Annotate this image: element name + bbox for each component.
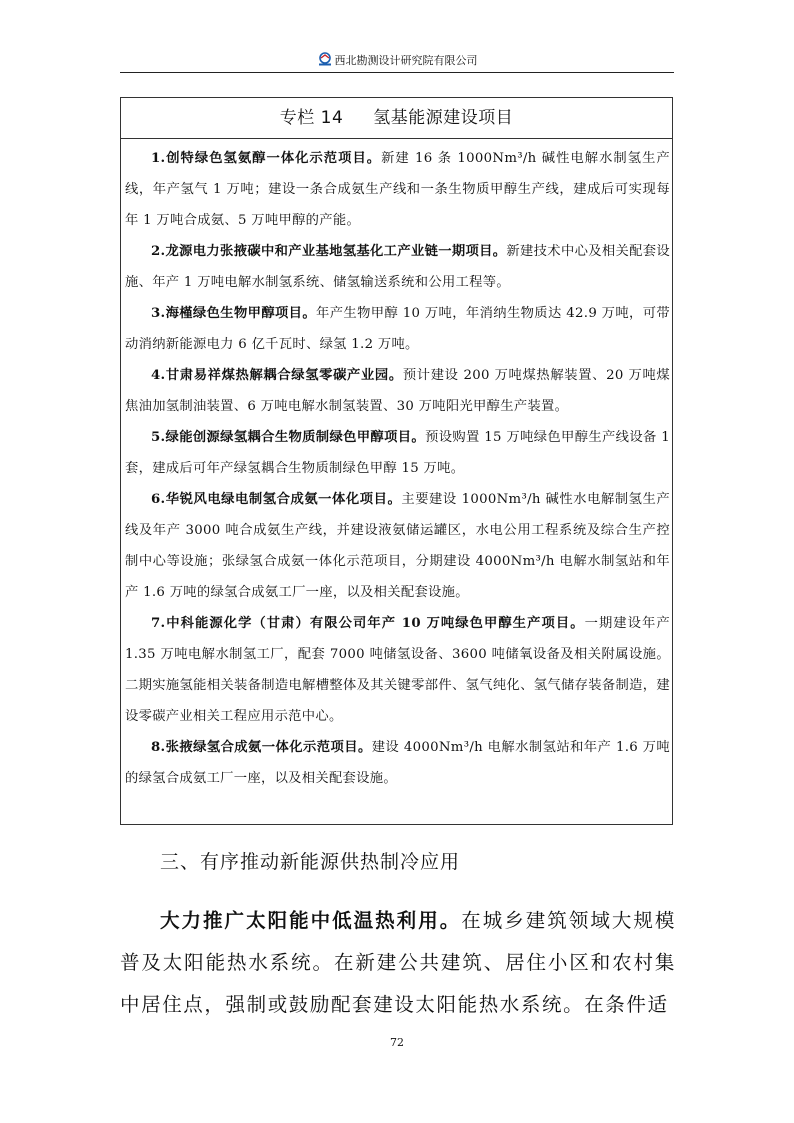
project-item — [125, 732, 670, 794]
project-item-text: 预计建设 200 万吨煤热解装置、20 万吨煤焦油加氢制油装置、6 万吨电解水制氢装置、30 万吨阳光甲醇生产装置。 — [125, 368, 670, 414]
box-body — [121, 139, 672, 794]
project-item-text: 主要建设 1000Nm³/h 碱性水电解制氢生产线及年产 3000 吨合成氨生产线，并建设液氨储运罐区，水电公用工程系统及综合生产控制中心等设施；张绿氢合成氨一体化示范项目，分期建设 4000Nm³/h 电解水制氢站和年产 1.6 万吨的绿氢合成氨工厂一座，以及相关配套设施。 — [125, 492, 670, 600]
project-item-text: 一期建设年产 1.35 万吨电解水制氢工厂，配套 7000 吨储氢设备、3600 吨储氧设备及相关附属设施。二期实施氢能相关装备制造电解槽整体及其关键零部件、氢气纯化、氢气储存装备制造，建设零碳产业相关工程应用示范中心。 — [125, 616, 670, 724]
project-column-box — [120, 97, 673, 825]
project-item — [125, 484, 670, 608]
project-item-text: 新建 16 条 1000Nm³/h 碱性电解水制氢生产线，年产氢气 1 万吨；建设一条合成氨生产线和一条生物质甲醇生产线，建成后可实现每年 1 万吨合成氨、5 万吨甲醇的产能。 — [125, 151, 670, 228]
section-heading: 三、有序推动新能源供热制冷应用 — [160, 851, 461, 873]
project-item — [125, 143, 670, 236]
project-item — [125, 298, 670, 360]
project-item-title: 6.华锐风电绿电制氢合成氨一体化项目。 — [151, 492, 402, 507]
org-name: 西北勘测设计研究院有限公司 — [334, 54, 478, 67]
paragraph-text: 在城乡建筑领域大规模普及太阳能热水系统。在新建公共建筑、居住小区和农村集中居住点，强制或鼓励配套建设太阳能热水系统。在条件适 — [120, 909, 676, 1016]
column-label: 专栏 14 — [279, 108, 344, 128]
project-item-text: 新建技术中心及相关配套设施、年产 1 万吨电解水制氢系统、储氢输送系统和公用工程等。 — [125, 244, 670, 290]
body-paragraph — [120, 900, 676, 1026]
box-title-bar — [121, 98, 672, 139]
paragraph-lead: 大力推广太阳能中低温热利用。 — [160, 909, 462, 932]
project-item-title: 4.甘肃易祥煤热解耦合绿氢零碳产业园。 — [151, 368, 403, 383]
project-item — [125, 422, 670, 484]
project-item-title: 8.张掖绿氢合成氨一体化示范项目。 — [151, 740, 372, 755]
project-item-text: 预设购置 15 万吨绿色甲醇生产线设备 1 套，建成后可年产绿氢耦合生物质制绿色甲醇 15 万吨。 — [125, 430, 671, 476]
project-item-title: 1.创特绿色氢氨醇一体化示范项目。 — [151, 151, 382, 166]
project-item-title: 5.绿能创源绿氢耦合生物质制绿色甲醇项目。 — [151, 430, 426, 445]
project-item — [125, 360, 670, 422]
project-item — [125, 608, 670, 732]
project-item-text: 年产生物甲醇 10 万吨，年消纳生物质达 42.9 万吨，可带动消纳新能源电力 6 亿千瓦时、绿氢 1.2 万吨。 — [125, 306, 671, 352]
page-header — [120, 52, 674, 73]
project-item-title: 7.中科能源化学（甘肃）有限公司年产 10 万吨绿色甲醇生产项目。 — [151, 616, 585, 631]
company-logo-icon — [317, 52, 333, 66]
box-title: 氢基能源建设项目 — [373, 108, 514, 128]
project-item-title: 2.龙源电力张掖碳中和产业基地氢基化工产业链一期项目。 — [151, 244, 507, 259]
project-item-text: 建设 4000Nm³/h 电解水制氢站和年产 1.6 万吨的绿氢合成氨工厂一座，以及相关配套设施。 — [125, 740, 670, 786]
project-item — [125, 236, 670, 298]
project-item-title: 3.海槿绿色生物甲醇项目。 — [151, 306, 317, 321]
page-number: 72 — [390, 1036, 404, 1049]
